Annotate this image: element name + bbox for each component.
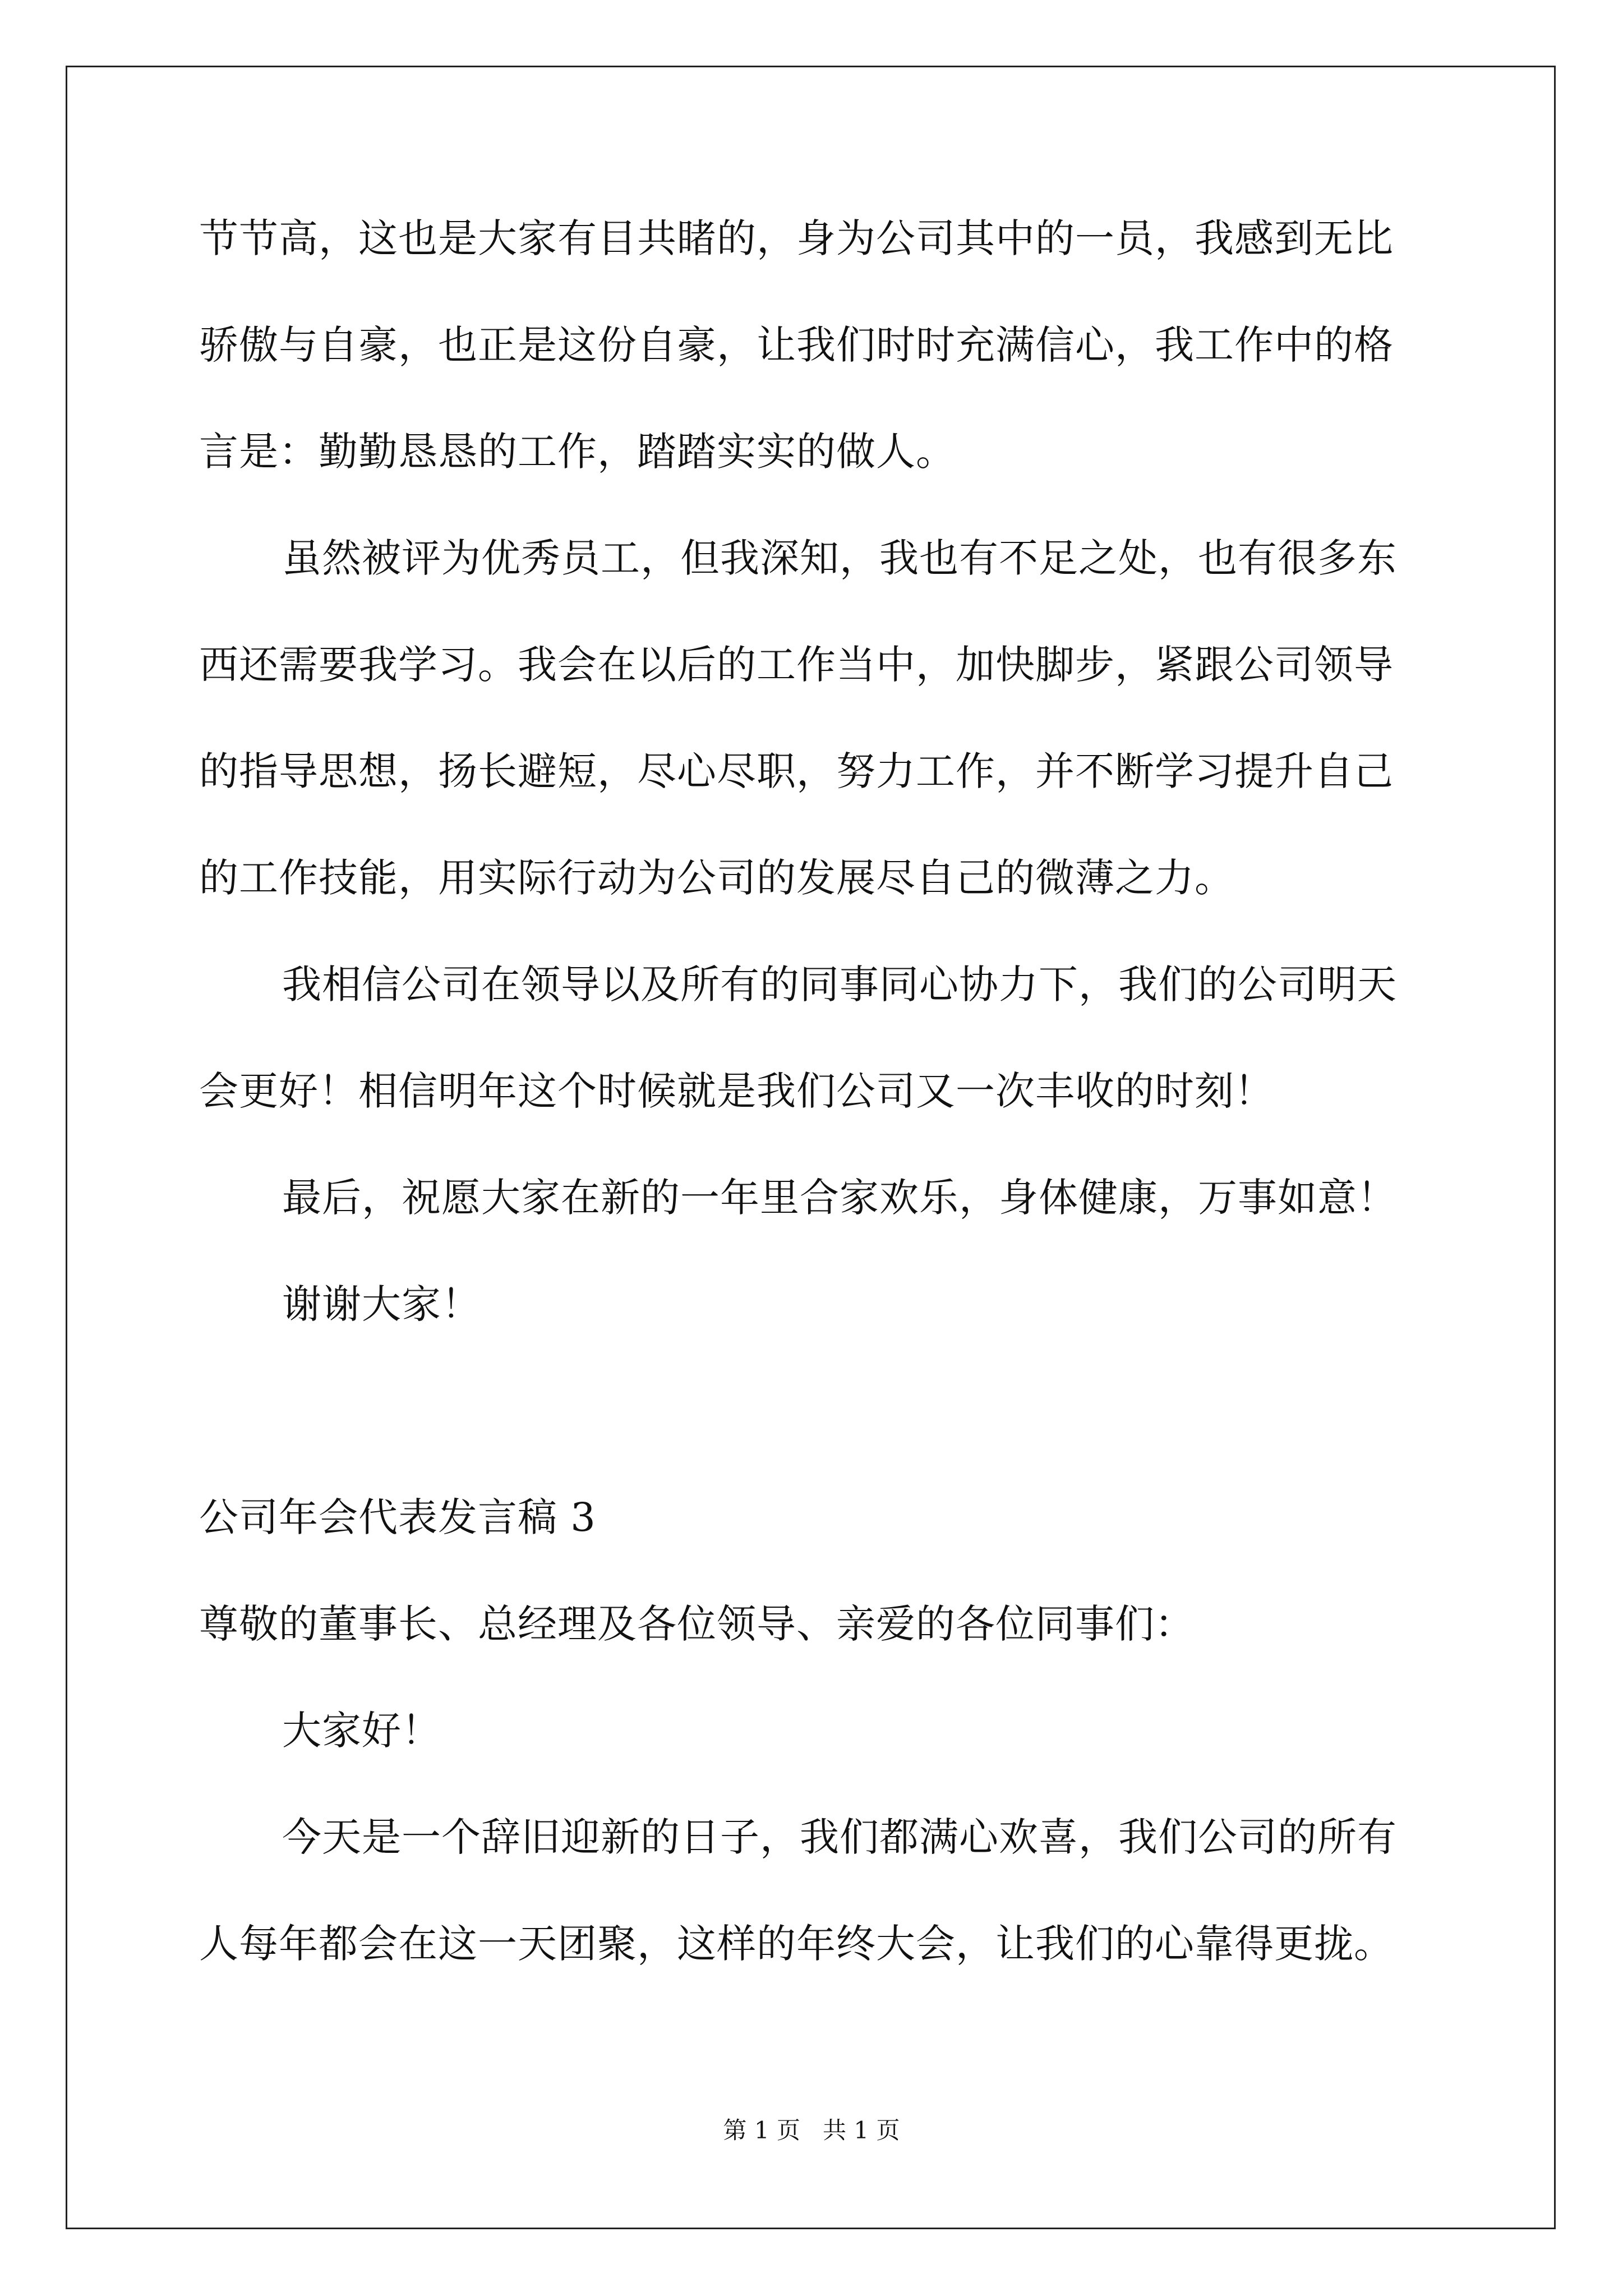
text-line: 我相信公司在领导以及所有的同事同心协力下，我们的公司明天 — [282, 961, 1397, 1007]
greeting: 大家好！ — [282, 1708, 441, 1754]
text-line: 节节高，这也是大家有目共睹的，身为公司其中的一员，我感到无比 — [199, 215, 1394, 261]
text-line: 最后，祝愿大家在新的一年里合家欢乐，身体健康，万事如意！ — [282, 1175, 1397, 1221]
text-line: 虽然被评为优秀员工，但我深知，我也有不足之处，也有很多东 — [282, 535, 1397, 581]
text-line: 西还需要我学习。我会在以后的工作当中，加快脚步，紧跟公司领导 — [199, 642, 1394, 688]
salutation: 尊敬的董事长、总经理及各位领导、亲爱的各位同事们： — [199, 1601, 1195, 1647]
page-footer: 第 1 页 共 1 页 — [723, 2116, 900, 2144]
text-line: 骄傲与自豪，也正是这份自豪，让我们时时充满信心，我工作中的格 — [199, 322, 1394, 368]
text-line: 谢谢大家！ — [282, 1281, 481, 1327]
blank-line — [199, 1383, 1427, 1489]
text-line: 言是：勤勤恳恳的工作，踏踏实实的做人。 — [199, 429, 956, 475]
text-line: 今天是一个辞旧迎新的日子，我们都满心欢喜，我们公司的所有 — [282, 1814, 1397, 1860]
text-line: 的工作技能，用实际行动为公司的发展尽自己的微薄之力。 — [199, 855, 1234, 901]
text-line: 的指导思想，扬长避短，尽心尽职，努力工作，并不断学习提升自己 — [199, 748, 1394, 794]
text-line: 会更好！相信明年这个时候就是我们公司又一次丰收的时刻！ — [199, 1068, 1274, 1114]
document-body — [199, 210, 1427, 2022]
section-title: 公司年会代表发言稿 3 — [199, 1494, 596, 1540]
text-line: 人每年都会在这一天团聚，这样的年终大会，让我们的心靠得更拢。 — [199, 1921, 1394, 1967]
